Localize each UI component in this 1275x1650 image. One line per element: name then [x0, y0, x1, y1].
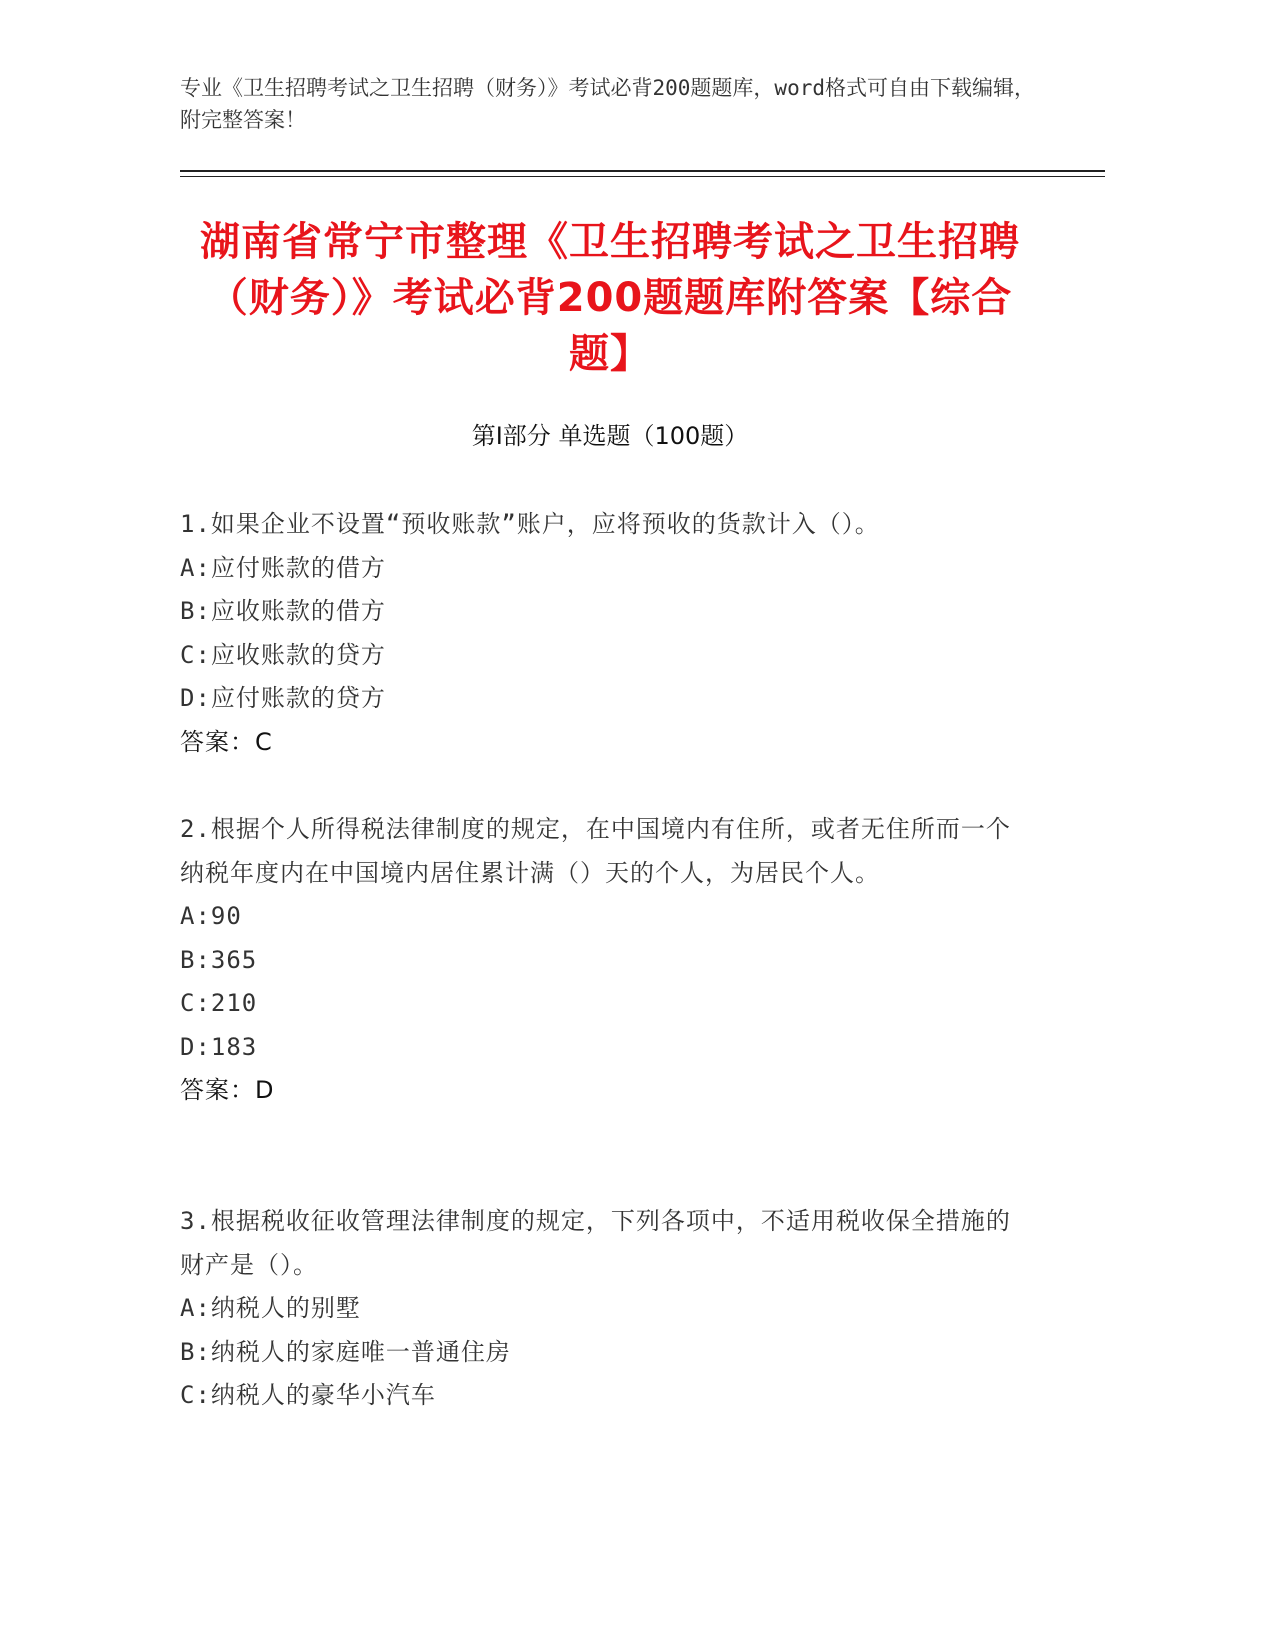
question-3 — [180, 1200, 1025, 1418]
answer: 答案：C — [180, 727, 273, 756]
option-a: A:应付账款的借方 — [180, 553, 386, 582]
option-a: A:纳税人的别墅 — [180, 1294, 361, 1322]
option-b: B:应收账款的借方 — [180, 597, 386, 625]
option-d: D:应付账款的贷方 — [180, 684, 386, 712]
option-d: D:183 — [180, 1032, 258, 1061]
header-note: 专业《卫生招聘考试之卫生招聘（财务）》考试必背200题题库，word格式可自由下载编辑，附完整答案！ — [180, 76, 1035, 132]
section-heading: 第Ⅰ部分 单选题（100题） — [471, 422, 749, 450]
option-c: C:纳税人的豪华小汽车 — [180, 1381, 436, 1409]
option-c: C:应收账款的贷方 — [180, 640, 386, 669]
option-b: B:365 — [180, 945, 258, 974]
option-b: B:纳税人的家庭唯一普通住房 — [180, 1337, 511, 1366]
document-title: 湖南省常宁市整理《卫生招聘考试之卫生招聘（财务）》考试必背200题题库附答案【综合题】 — [200, 219, 1020, 377]
option-c: C:210 — [180, 989, 258, 1017]
header-divider-thick — [180, 170, 1105, 172]
question-stem: 2.根据个人所得税法律制度的规定，在中国境内有住所，或者无住所而一个纳税年度内在中国境内居住累计满（）天的个人，为居民个人。 — [180, 815, 1011, 887]
header-divider-thin — [180, 176, 1105, 177]
question-1 — [180, 503, 1025, 764]
answer: 答案：D — [180, 1076, 275, 1104]
option-a: A:90 — [180, 902, 242, 930]
question-2 — [180, 808, 1025, 1113]
question-stem: 3.根据税收征收管理法律制度的规定，下列各项中，不适用税收保全措施的财产是（）。 — [180, 1207, 1011, 1279]
question-stem: 1.如果企业不设置“预收账款”账户，应将预收的货款计入（）。 — [180, 510, 880, 538]
